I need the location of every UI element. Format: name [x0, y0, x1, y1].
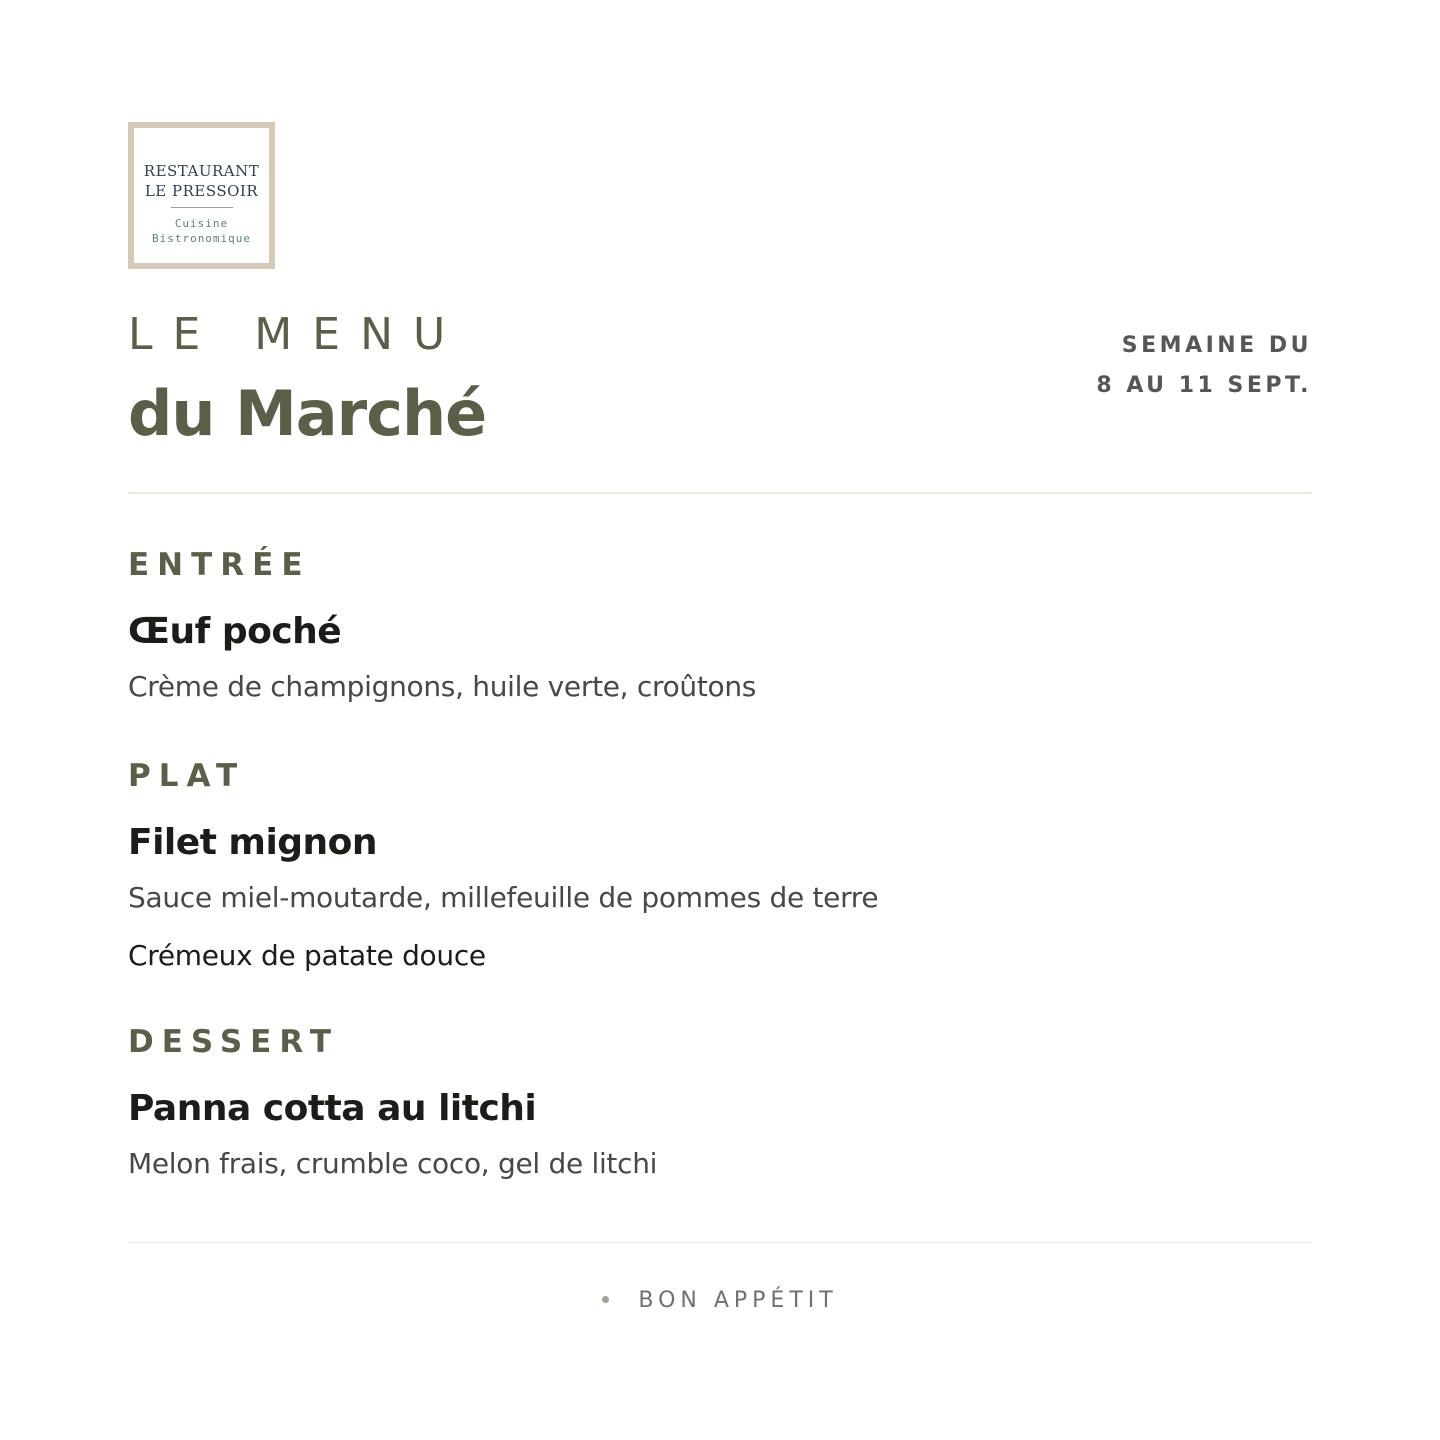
logo-divider: [171, 207, 233, 208]
logo-line-name: LE PRESSOIR: [144, 182, 259, 200]
dish-name: Filet mignon: [128, 822, 378, 863]
dish-description: Melon frais, crumble coco, gel de litchi: [128, 1147, 658, 1180]
dish-name: Panna cotta au litchi: [128, 1088, 537, 1129]
section-plat: [128, 756, 1312, 976]
section-label: ENTRÉE: [128, 547, 311, 583]
restaurant-logo: [128, 122, 275, 269]
dish-description: Sauce miel-moutarde, millefeuille de pommes de terre: [128, 881, 879, 914]
footer: [128, 1286, 1312, 1316]
dish-description: Crème de champignons, huile verte, croûtons: [128, 670, 757, 703]
section-label: DESSERT: [128, 1024, 339, 1060]
footer-divider: [128, 1242, 1312, 1243]
logo-subtitle-line2: Bistronomique: [151, 232, 252, 245]
page-title: du Marché: [128, 377, 487, 450]
logo-subtitle-line1: Cuisine: [174, 217, 229, 230]
section-entree: [128, 545, 1312, 707]
section-dessert: [128, 1022, 1312, 1184]
section-label: PLAT: [128, 758, 246, 794]
footer-text: BON APPÉTIT: [638, 1288, 838, 1313]
bullet-icon: [602, 1296, 609, 1303]
week-dates: 8 AU 11 SEPT.: [1096, 373, 1312, 398]
header-divider: [128, 492, 1312, 494]
week-range: [1096, 326, 1312, 406]
week-label: SEMAINE DU: [1121, 333, 1312, 358]
menu-page: [128, 0, 1312, 1440]
menu-kicker: LE MENU: [128, 309, 466, 360]
dish-name: Œuf poché: [128, 611, 342, 652]
logo-line-restaurant: RESTAURANT: [143, 162, 260, 180]
dish-side: Crémeux de patate douce: [128, 939, 486, 972]
